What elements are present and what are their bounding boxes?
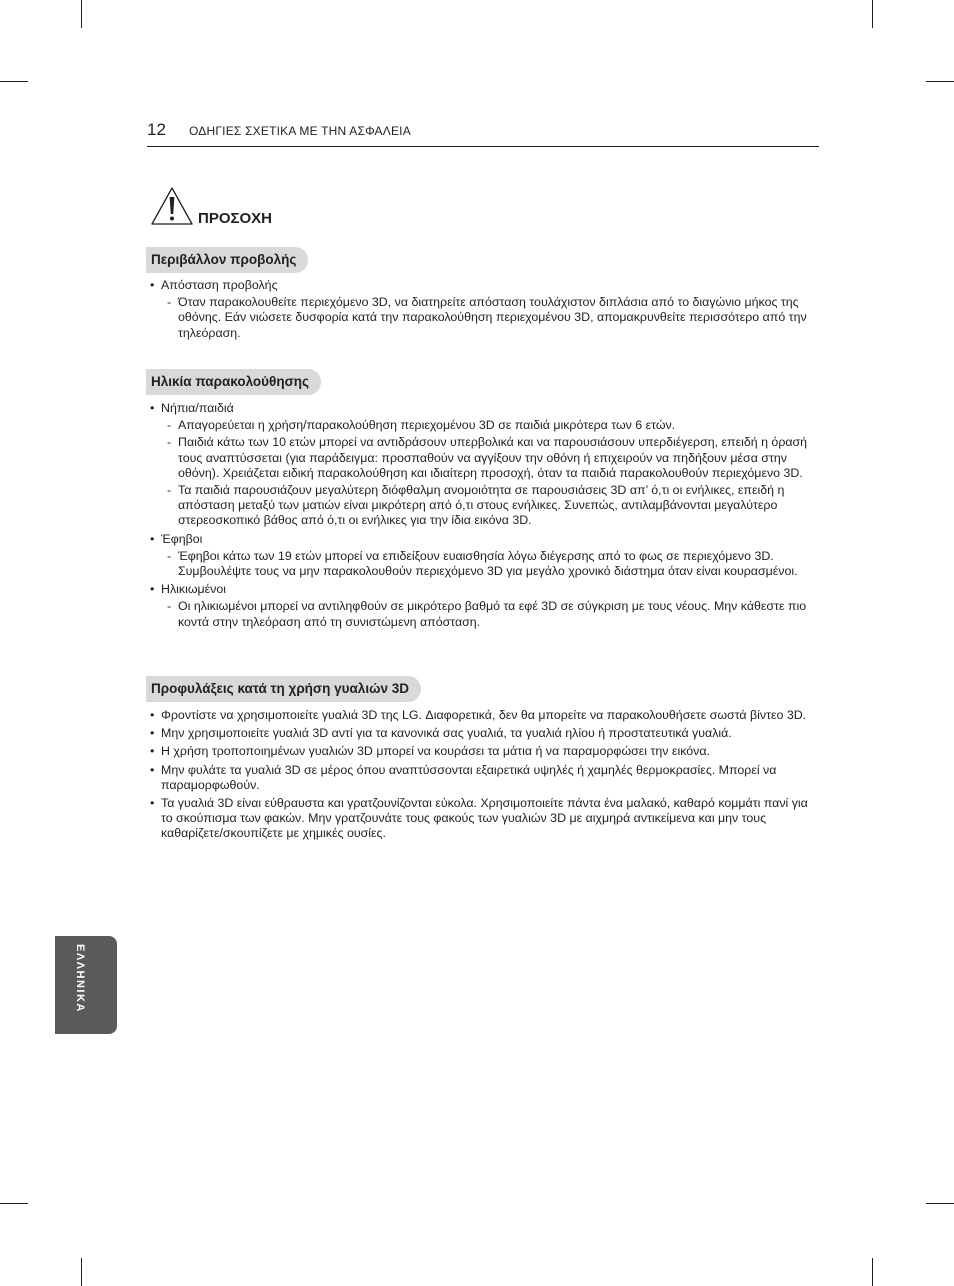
section-viewing-age [150,401,810,630]
caution-title: ΠΡΟΣΟΧΗ [198,210,273,227]
crop-mark [926,81,954,82]
page-header [147,120,819,147]
list-item: • Απόσταση προβολής [150,278,810,293]
list-item: • Φροντίστε να χρησιμοποιείτε γυαλιά 3D της LG. Διαφορετικά, δεν θα μπορείτε να παρακολουθήσετε σωστά βίντεο 3D. [150,708,810,723]
sub-list-item: - Όταν παρακολουθείτε περιεχόμενο 3D, να διατηρείτε απόσταση τουλάχιστον διπλάσια από το διαγώνιο μήκος της οθόνης. Εάν νιώσετε δυσφορία κατά την παρακολούθηση περιεχομένου 3D, απομακρυνθείτε περισσότερο από την τηλεόραση. [150,295,810,341]
list-item: • Μην χρησιμοποιείτε γυαλιά 3D αντί για τα κανονικά σας γυαλιά, τα γυαλιά ηλίου ή προστατευτικά γυαλιά. [150,726,810,741]
list-item: • Τα γυαλιά 3D είναι εύθραυστα και γρατζουνίζονται εύκολα. Χρησιμοποιείτε πάντα ένα μαλακό, καθαρό κομμάτι πανί για το σκούπισμα των φακών. Μην γρατζουνάτε τους φακούς των γυαλιών 3D με αιχμηρά αντικείμενα και μην τους καθαρίζετε/σκουπίζετε με χημικές ουσίες. [150,796,810,842]
sub-list-item: - Τα παιδιά παρουσιάζουν μεγαλύτερη διόφθαλμη ανομοιότητα σε παρουσιάσεις 3D απ’ ό,τι οι ενήλικες, επειδή η απόσταση μεταξύ των ματιών είναι μικρότερη από ό,τι στους ενήλικες. Συνεπώς, αντιλαμβάνονται μεγαλύτερο στερεοσκοπικό βάθος από ό,τι οι ενήλικες για την ίδια εικόνα 3D. [150,483,810,529]
sub-list-item: - Απαγορεύεται η χρήση/παρακολούθηση περιεχομένου 3D σε παιδιά μικρότερα των 6 ετών. [150,418,810,433]
section-heading-viewing-environment: Περιβάλλον προβολής [146,247,308,273]
crop-mark [0,81,28,82]
crop-mark [926,1203,954,1204]
warning-triangle-icon [150,186,194,226]
section-viewing-environment [150,278,810,341]
language-tab-label: ΕΛΛΗΝΙΚΑ [74,944,86,1013]
crop-mark [0,1203,28,1204]
sub-list-item: - Έφηβοι κάτω των 19 ετών μπορεί να επιδείξουν ευαισθησία λόγω διέγερσης από το φως σε περιεχόμενο 3D. Συμβουλέψτε τους να μην παρακολουθούν περιεχόμενο 3D για μεγάλο χρονικό διάστημα όταν είναι κουρασμένοι. [150,549,810,579]
language-tab [55,936,117,1034]
sub-list-item: - Οι ηλικιωμένοι μπορεί να αντιληφθούν σε μικρότερο βαθμό τα εφέ 3D σε σύγκριση με τους νέους. Μην κάθεστε πιο κοντά στην τηλεόραση από τη συνιστώμενη απόσταση. [150,599,810,629]
list-item: • Ηλικιωμένοι [150,582,810,597]
crop-mark [81,0,82,28]
list-item: • Έφηβοι [150,532,810,547]
sub-list-item: - Παιδιά κάτω των 10 ετών μπορεί να αντιδράσουν υπερβολικά και να παρουσιάσουν υπερδιέγερση, επειδή η όρασή τους αναπτύσσεται (για παράδειγμα: προσπαθούν να αγγίξουν την οθόνη ή επιχειρούν να πηδήξουν μέσα στην οθόνη). Χρειάζεται ειδική παρακολούθηση και ιδιαίτερη προσοχή, όταν τα παιδιά παρακολουθούν περιεχόμενο 3D. [150,435,810,481]
list-item: • Μην φυλάτε τα γυαλιά 3D σε μέρος όπου αναπτύσσονται εξαιρετικά υψηλές ή χαμηλές θερμοκρασίες. Μπορεί να παραμορφωθούν. [150,763,810,793]
header-title: ΟΔΗΓΙΕΣ ΣΧΕΤΙΚΑ ΜΕ ΤΗΝ ΑΣΦΑΛΕΙΑ [189,124,411,138]
crop-mark [872,0,873,28]
crop-mark [872,1258,873,1286]
list-item: • Νήπια/παιδιά [150,401,810,416]
list-item: • Η χρήση τροποποιημένων γυαλιών 3D μπορεί να κουράσει τα μάτια ή να παραμορφώσει την εικόνα. [150,744,810,759]
crop-mark [81,1258,82,1286]
section-heading-viewing-age: Ηλικία παρακολούθησης [146,369,321,395]
section-heading-3d-glasses: Προφυλάξεις κατά τη χρήση γυαλιών 3D [146,676,421,702]
page-number: 12 [147,120,166,139]
section-3d-glasses [150,708,810,842]
